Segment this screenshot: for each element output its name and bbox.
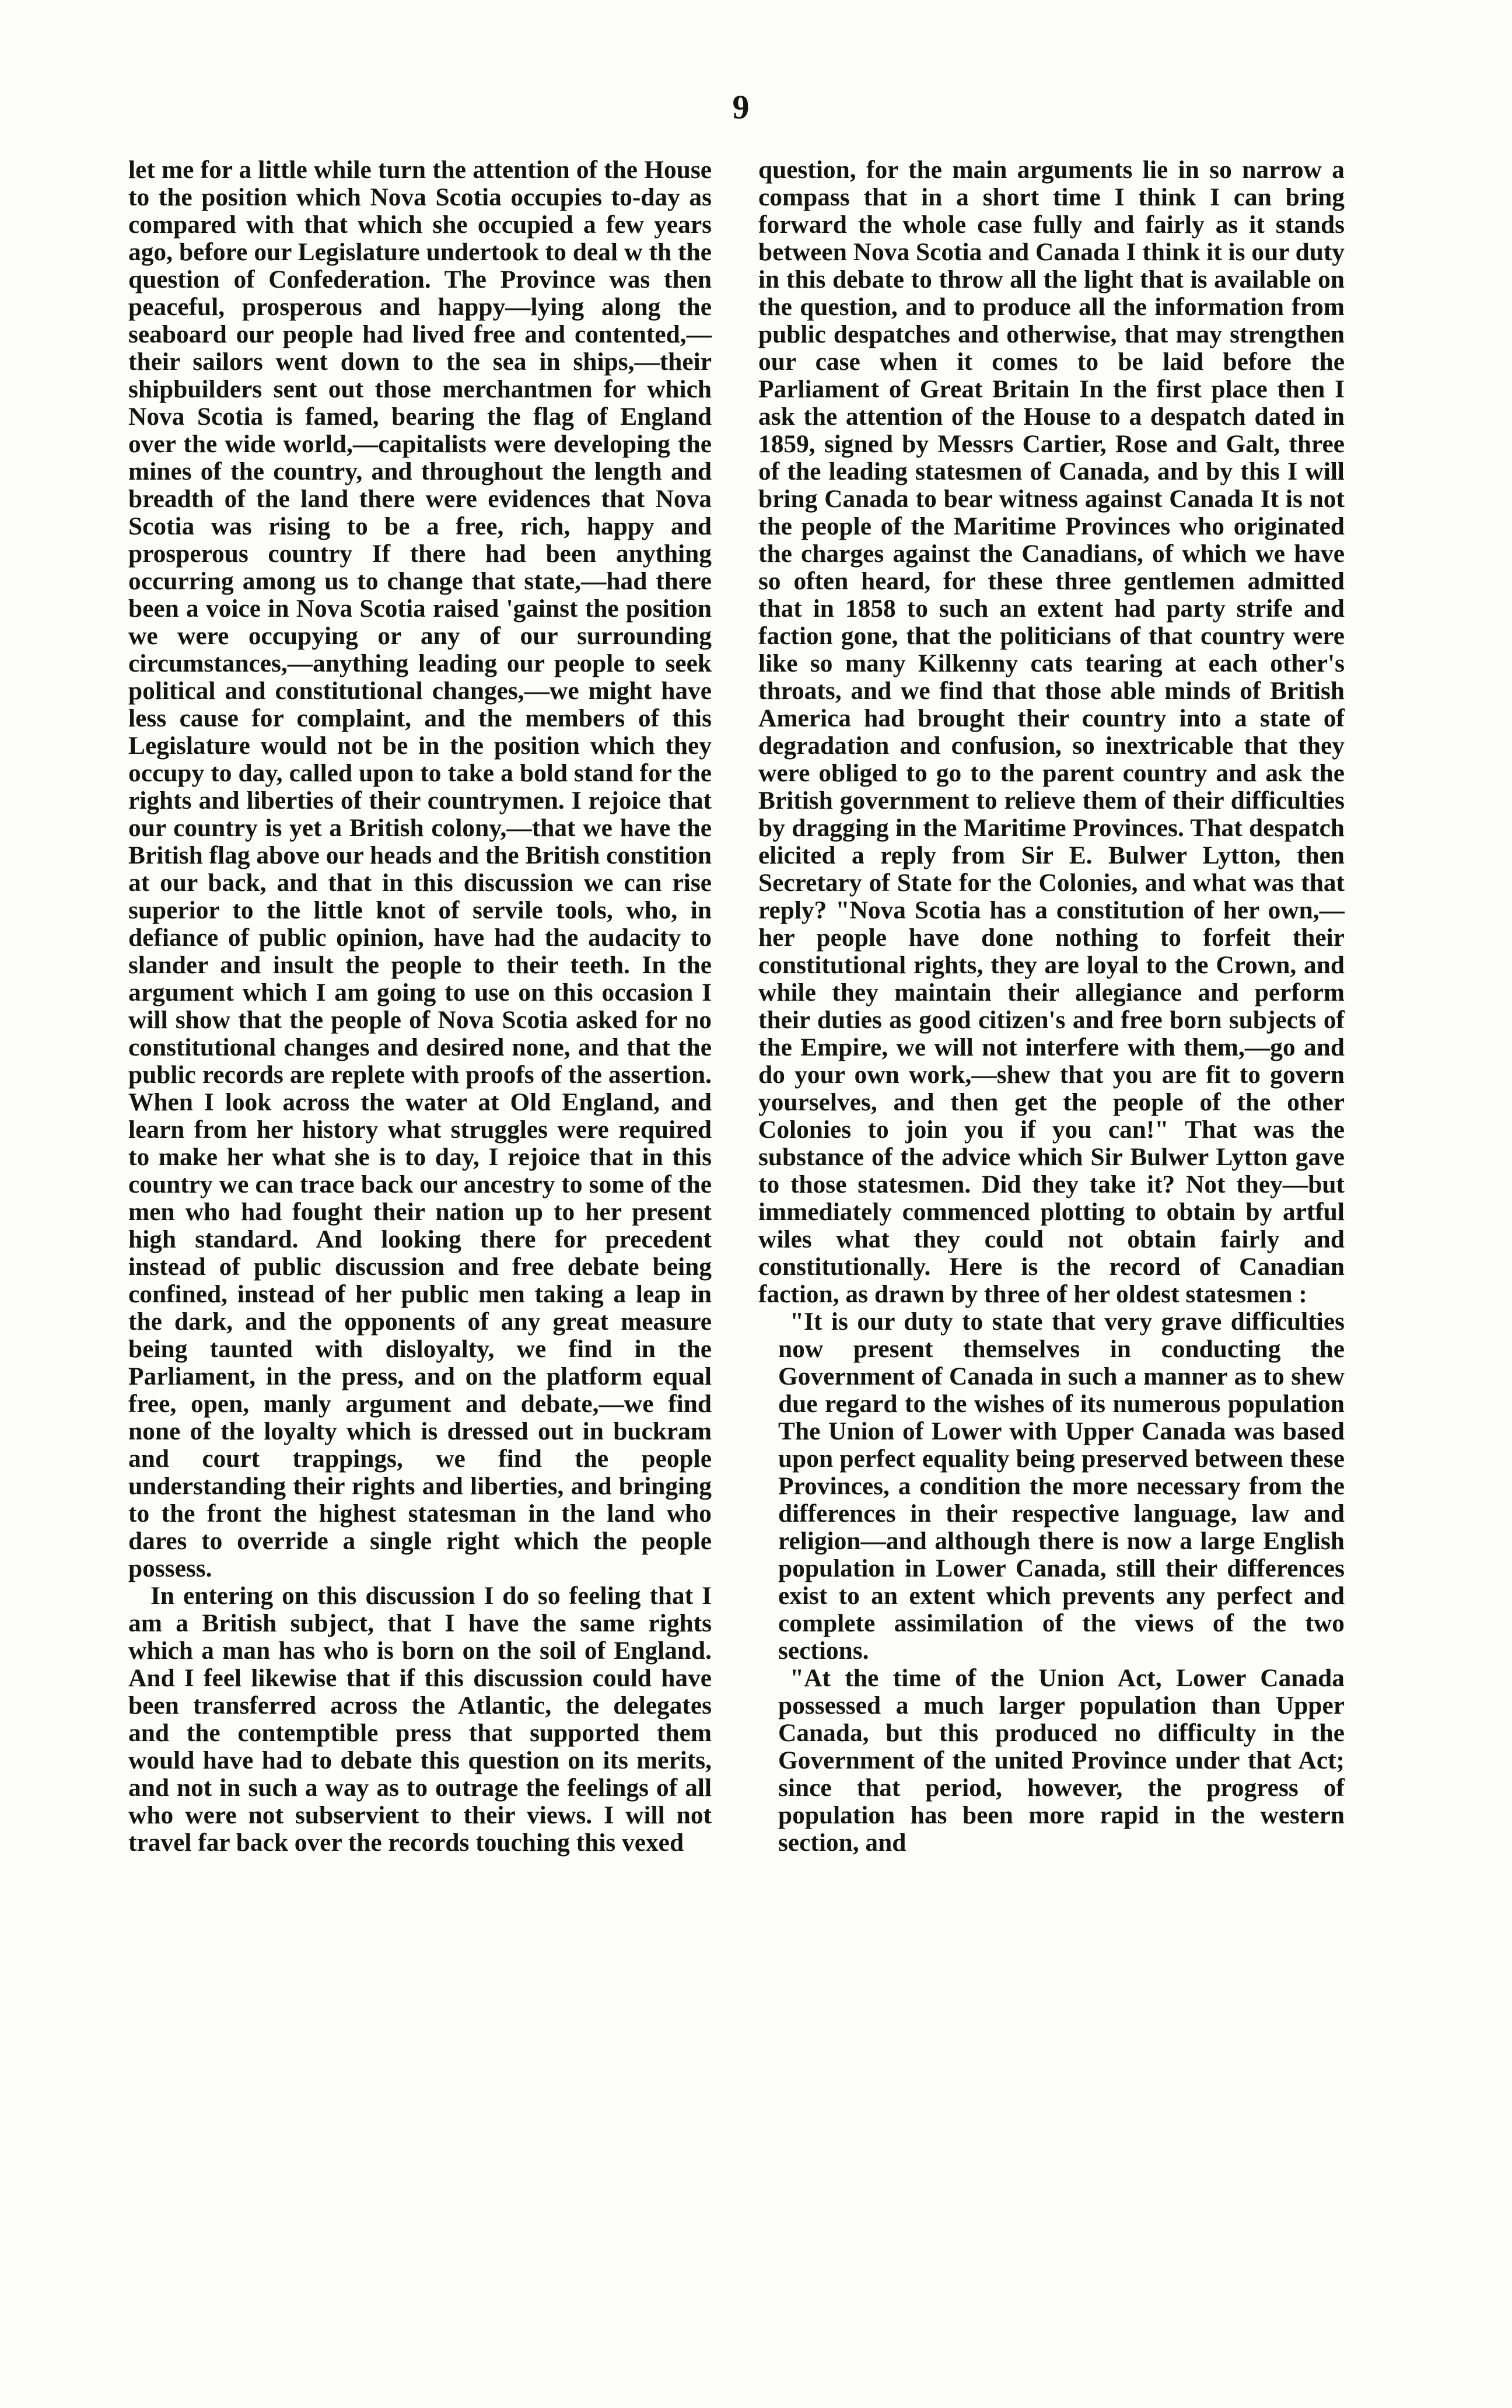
quoted-despatch <box>778 1308 1345 1857</box>
right-column <box>758 156 1345 1857</box>
quoted-paragraph: "At the time of the Union Act, Lower Canada possessed a much larger population than Upper Canada, but this produced no difficulty in the Government of the united Province under that Act; since that period, however, the progress of population has been more rapid in the western section, and <box>778 1664 1345 1857</box>
page-number: 9 <box>732 88 750 126</box>
paragraph: question, for the main arguments lie in so narrow a compass that in a short time I think I can bring forward the whole case fully and fairly as it stands between Nova Scotia and Canada I think it is our duty in this debate to throw all the light that is available on the question, and to produce all the information from public despatches and otherwise, that may strengthen our case when it comes to be laid before the Parliament of Great Britain In the first place then I ask the attention of the House to a despatch dated in 1859, signed by Messrs Cartier, Rose and Galt, three of the leading statesmen of Canada, and by this I will bring Canada to bear witness against Canada It is not the people of the Maritime Provinces who originated the charges against the Canadians, of which we have so often heard, for these three gentlemen admitted that in 1858 to such an extent had party strife and faction gone, that the politicians of that country were like so many Kilkenny cats tearing at each other's throats, and we find that those able minds of British America had brought their country into a state of degradation and confusion, so inextricable that they were obliged to go to the parent country and ask the British government to relieve them of their difficulties by dragging in the Maritime Provinces. That despatch elicited a reply from Sir E. Bulwer Lytton, then Secretary of State for the Colonies, and what was that reply? "Nova Scotia has a constitution of her own,—her people have done nothing to forfeit their constitutional rights, they are loyal to the Crown, and while they maintain their allegiance and perform their duties as good citizen's and free born subjects of the Empire, we will not interfere with them,—go and do your own work,—shew that you are fit to govern yourselves, and then get the people of the other Colonies to join you if you can!" That was the substance of the advice which Sir Bulwer Lytton gave to those statesmen. Did they take it? Not they—but immediately commenced plotting to obtain by artful wiles what they could not obtain fairly and constitutionally. Here is the record of Canadian faction, as drawn by three of her oldest statesmen : <box>758 156 1345 1308</box>
paragraph: let me for a little while turn the attention of the House to the position which Nova Scotia occupies to-day as compared with that which she occupied a few years ago, before our Legislature undertook to deal w th the question of Confederation. The Province was then peaceful, prosperous and happy—lying along the seaboard our people had lived free and contented,—their sailors went down to the sea in ships,—their shipbuilders sent out those merchantmen for which Nova Scotia is famed, bearing the flag of England over the wide world,—capitalists were developing the mines of the country, and throughout the length and breadth of the land there were evidences that Nova Scotia was rising to be a free, rich, happy and prosperous country If there had been anything occurring among us to change that state,—had there been a voice in Nova Scotia raised 'gainst the position we were occupying or any of our surrounding circumstances,—anything leading our people to seek political and constitutional changes,—we might have less cause for complaint, and the members of this Legislature would not be in the position which they occupy to day, called upon to take a bold stand for the rights and liberties of their countrymen. I rejoice that our country is yet a British colony,—that we have the British flag above our heads and the British constition at our back, and that in this discussion we can rise superior to the little knot of servile tools, who, in defiance of public opinion, have had the audacity to slander and insult the people to their teeth. In the argument which I am going to use on this occasion I will show that the people of Nova Scotia asked for no constitutional changes and desired none, and that the public records are replete with proofs of the assertion. When I look across the water at Old England, and learn from her history what struggles were required to make her what she is to day, I rejoice that in this country we can trace back our ancestry to some of the men who had fought their nation up to her present high standard. And looking there for precedent instead of public discussion and free debate being confined, instead of her public men taking a leap in the dark, and the opponents of any great measure being taunted with disloyalty, we find in the Parliament, in the press, and on the platform equal free, open, manly argument and debate,—we find none of the loyalty which is dressed out in buckram and court trappings, we find the people understanding their rights and liberties, and bringing to the front the highest statesman in the land who dares to override a single right which the people possess. <box>128 156 712 1582</box>
paragraph: In entering on this discussion I do so feeling that I am a British subject, that I have the same rights which a man has who is born on the soil of England. And I feel likewise that if this discussion could have been transferred across the Atlantic, the delegates and the contemptible press that supported them would have had to debate this question on its merits, and not in such a way as to outrage the feelings of all who were not subservient to their views. I will not travel far back over the records touching this vexed <box>128 1582 712 1857</box>
quoted-paragraph: "It is our duty to state that very grave difficulties now present themselves in conducting the Government of Canada in such a manner as to shew due regard to the wishes of its numerous population The Union of Lower with Upper Canada was based upon perfect equality being preserved between these Provinces, a condition the more necessary from the differences in their respective language, law and religion—and although there is now a large English population in Lower Canada, still their differences exist to an extent which prevents any perfect and complete assimilation of the views of the two sections. <box>778 1308 1345 1665</box>
left-column <box>128 156 712 1857</box>
